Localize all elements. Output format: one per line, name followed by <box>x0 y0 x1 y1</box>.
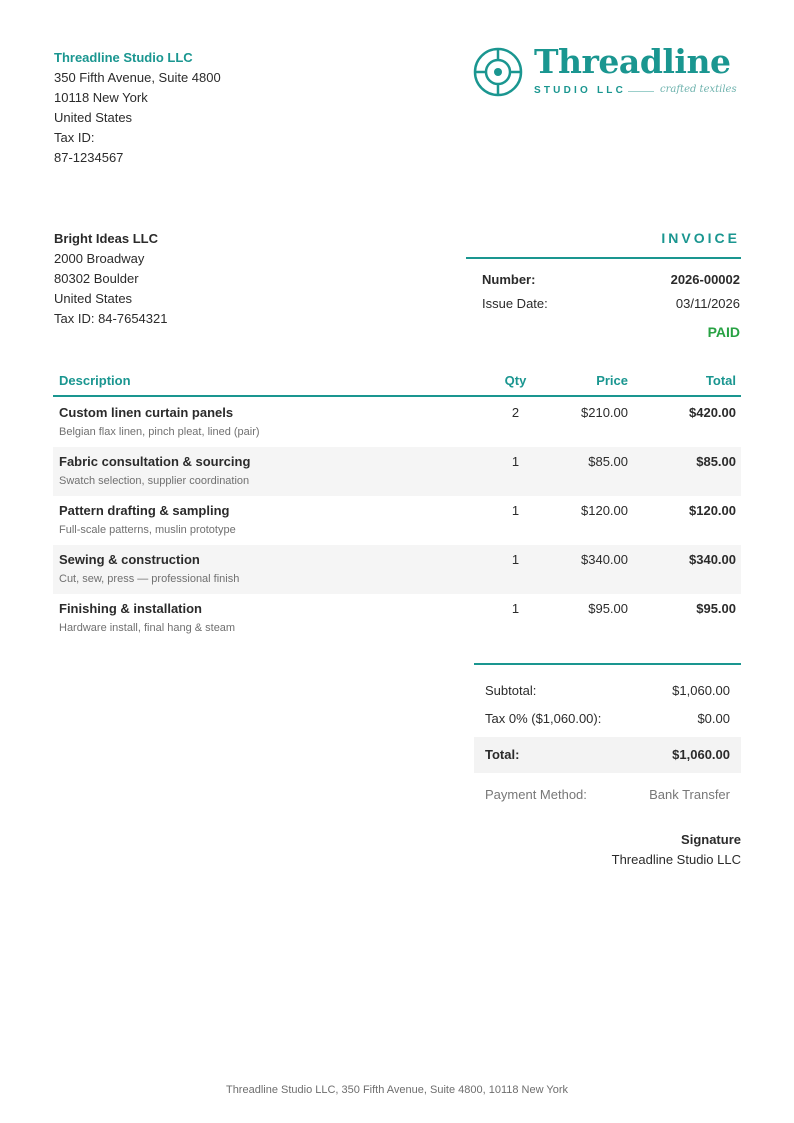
issue-date-label: Issue Date: <box>482 296 548 311</box>
item-total: $95.00 <box>696 601 736 616</box>
invoice-number-row <box>482 270 740 290</box>
recipient-country: United States <box>54 291 133 306</box>
item-price: $85.00 <box>588 454 628 469</box>
item-qty: 2 <box>511 405 520 420</box>
item-price: $210.00 <box>581 405 628 420</box>
signature-block <box>500 830 741 870</box>
sender-tax-id: 87-1234567 <box>54 150 124 165</box>
item-detail: Full-scale patterns, muslin prototype <box>59 524 236 536</box>
line-items-table <box>53 368 741 643</box>
item-price: $120.00 <box>581 503 628 518</box>
payment-method-value: Bank Transfer <box>649 787 730 802</box>
table-row <box>53 398 741 447</box>
table-row <box>53 545 741 594</box>
item-total: $85.00 <box>696 454 736 469</box>
item-description: Pattern drafting & sampling <box>59 503 230 518</box>
item-price: $340.00 <box>581 552 628 567</box>
sender-address-line1: 350 Fifth Avenue, Suite 4800 <box>54 70 221 85</box>
table-row <box>53 594 741 643</box>
signature-label: Signature <box>681 832 741 847</box>
item-qty: 1 <box>511 552 520 567</box>
invoice-title: INVOICE <box>661 230 740 246</box>
invoice-number-label: Number: <box>482 272 536 287</box>
issue-date-value: 03/11/2026 <box>675 296 740 311</box>
sender-address-block <box>54 48 221 168</box>
logo-tagline: crafted textiles <box>660 84 737 95</box>
page-footer: Threadline Studio LLC, 350 Fifth Avenue, Suite 4800, 10118 New York <box>225 1084 569 1096</box>
total-label: Total: <box>485 747 520 762</box>
sender-tax-label: Tax ID: <box>54 130 95 145</box>
totals-divider <box>474 663 741 665</box>
item-total: $120.00 <box>689 503 736 518</box>
column-header-total: Total <box>705 373 736 388</box>
total-value: $1,060.00 <box>672 747 730 762</box>
subtotal-row <box>474 677 741 705</box>
column-header-description: Description <box>59 373 131 388</box>
tax-label: Tax 0% ($1,060.00): <box>485 711 602 726</box>
item-detail: Cut, sew, press — professional finish <box>59 573 240 585</box>
column-header-qty: Qty <box>504 373 527 388</box>
signature-name: Threadline Studio LLC <box>611 852 741 867</box>
totals-block <box>474 663 741 809</box>
item-detail: Swatch selection, supplier coordination <box>59 475 250 487</box>
invoice-number-value: 2026-00002 <box>670 272 740 287</box>
tax-value: $0.00 <box>697 711 730 726</box>
recipient-address-line1: 2000 Broadway <box>54 251 145 266</box>
column-header-price: Price <box>596 373 628 388</box>
item-detail: Hardware install, final hang & steam <box>59 622 236 634</box>
item-total: $420.00 <box>689 405 736 420</box>
item-total: $340.00 <box>689 552 736 567</box>
sender-name: Threadline Studio LLC <box>54 50 193 65</box>
target-logo-icon <box>472 46 524 98</box>
subtotal-value: $1,060.00 <box>672 683 730 698</box>
table-row <box>53 447 741 496</box>
item-description: Custom linen curtain panels <box>59 405 234 420</box>
grand-total-row <box>474 737 741 773</box>
company-logo <box>472 44 752 102</box>
item-detail: Belgian flax linen, pinch pleat, lined (pair) <box>59 426 260 438</box>
tax-row <box>474 705 741 733</box>
recipient-tax-id: Tax ID: 84-7654321 <box>54 311 168 326</box>
table-row <box>53 496 741 545</box>
invoice-date-row <box>482 294 740 314</box>
item-description: Finishing & installation <box>59 601 202 616</box>
item-qty: 1 <box>511 503 520 518</box>
logo-wordmark: Threadline <box>534 42 731 81</box>
item-description: Fabric consultation & sourcing <box>59 454 251 469</box>
table-header <box>53 368 741 397</box>
sender-country: United States <box>54 110 133 125</box>
item-qty: 1 <box>511 601 520 616</box>
recipient-address-line2: 80302 Boulder <box>54 271 139 286</box>
payment-status-badge: PAID <box>707 324 740 340</box>
subtotal-label: Subtotal: <box>485 683 537 698</box>
item-price: $95.00 <box>588 601 628 616</box>
recipient-address-block <box>54 229 167 329</box>
invoice-title-divider <box>466 257 741 259</box>
logo-divider <box>628 91 654 92</box>
sender-address-line2: 10118 New York <box>54 90 148 105</box>
item-description: Sewing & construction <box>59 552 200 567</box>
item-qty: 1 <box>511 454 520 469</box>
payment-method-row <box>474 781 741 809</box>
recipient-name: Bright Ideas LLC <box>54 231 159 246</box>
payment-method-label: Payment Method: <box>485 787 587 802</box>
logo-subline: STUDIO LLC <box>534 85 626 96</box>
